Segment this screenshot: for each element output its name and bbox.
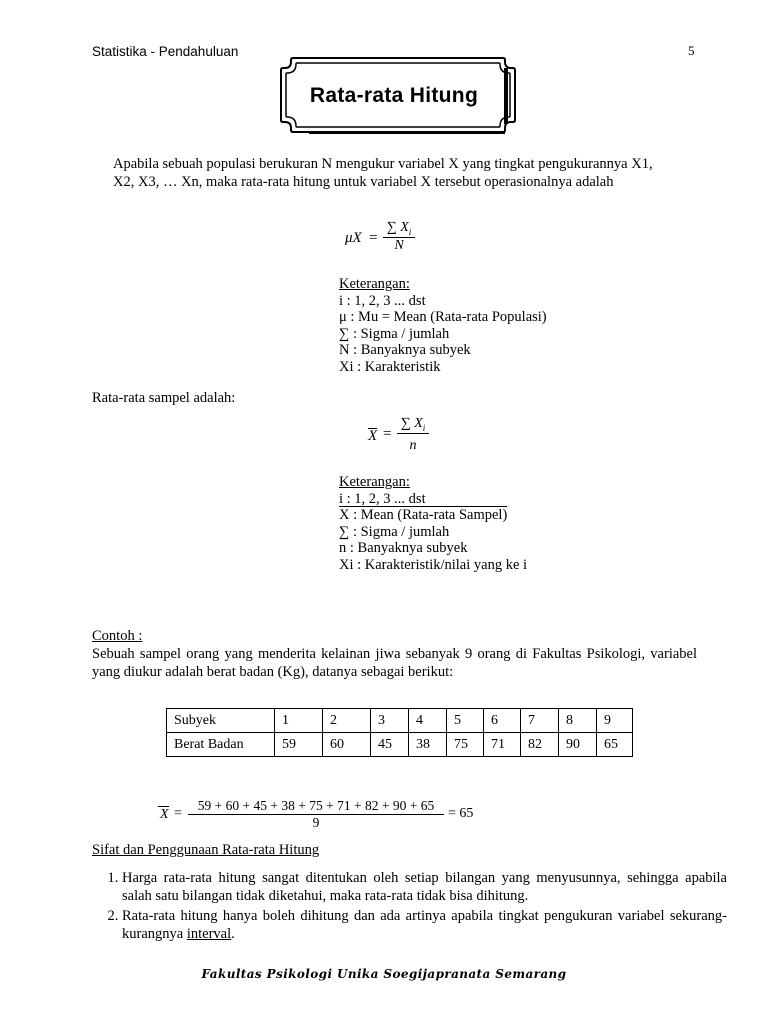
table-cell: 4 — [409, 709, 447, 733]
table-cell: 60 — [323, 733, 371, 757]
calc-denominator: 9 — [312, 815, 320, 830]
table-cell: 59 — [275, 733, 323, 757]
table-cell: 82 — [521, 733, 559, 757]
interval-term: interval — [186, 926, 232, 942]
keterangan-item: Xi : Karakteristik — [339, 358, 441, 375]
keterangan-heading: Keterangan: — [339, 276, 410, 292]
header-title: Statistika - Pendahuluan — [92, 44, 239, 59]
keterangan-item: N : Banyaknya subyek — [339, 342, 471, 359]
calc-numerator: 59 + 60 + 45 + 38 + 75 + 71 + 82 + 90 + 65 — [188, 798, 444, 815]
contoh-text: Sebuah sampel orang yang menderita kelainan jiwa sebanyak 9 orang di Fakultas Psikologi, variabel yang diukur adalah berat badan (Kg), datanya sebagai berikut: — [92, 646, 697, 680]
calc-result: = 65 — [448, 806, 474, 821]
keterangan-population — [339, 276, 547, 376]
data-table — [166, 708, 633, 757]
table-cell: 38 — [409, 733, 447, 757]
formula-sample-numerator: ∑ $X_i$ — [397, 416, 429, 434]
keterangan-heading: Keterangan: — [339, 474, 410, 490]
keterangan-sample — [339, 474, 527, 574]
keterangan-item-text: X : Mean (Rata-rata Sampel) — [339, 507, 508, 524]
table-cell: 2 — [323, 709, 371, 733]
contoh-heading: Contoh : — [92, 628, 143, 644]
sifat-heading: Sifat dan Penggunaan Rata-rata Hitung — [92, 842, 320, 858]
table-cell: 45 — [371, 733, 409, 757]
table-cell: 7 — [521, 709, 559, 733]
table-cell: Subyek — [167, 709, 275, 733]
formula-sample-eq: = — [383, 426, 392, 442]
calc-eq: = — [174, 806, 182, 821]
table-row — [167, 709, 633, 733]
formula-pop-eq: = — [369, 230, 378, 246]
keterangan-item: n : Banyaknya subyek — [339, 540, 468, 557]
sifat-list — [92, 869, 727, 945]
intro-line-2: X2, X3, … Xn, maka rata-rata hitung untuk variabel X tersebut operasionalnya adalah — [113, 174, 614, 190]
table-cell: 8 — [559, 709, 597, 733]
footer: Fakultas Psikologi Unika Soegijapranata Semarang — [201, 967, 567, 981]
formula-sample-fraction — [397, 416, 429, 454]
keterangan-item: i : 1, 2, 3 ... dst — [339, 292, 426, 309]
table-cell: 75 — [447, 733, 484, 757]
page-title: Rata-rata Hitung — [309, 84, 479, 107]
keterangan-item: ∑ : Sigma / jumlah — [339, 523, 450, 540]
calc-fraction — [188, 798, 444, 831]
keterangan-item: μ : Mu = Mean (Rata-rata Populasi) — [339, 309, 547, 326]
table-cell: 3 — [371, 709, 409, 733]
keterangan-item: i : 1, 2, 3 ... dst — [339, 490, 426, 507]
table-cell: 9 — [597, 709, 633, 733]
list-item: 2. Rata-rata hitung hanya boleh dihitung dan ada artinya apabila tingkat pengukuran variabel sekurang-kurangnya interval. — [122, 907, 727, 943]
table-row — [167, 733, 633, 757]
keterangan-item: Xi : Karakteristik/nilai yang ke i — [339, 556, 528, 573]
list-item: 1. Harga rata-rata hitung sangat ditentukan oleh setiap bilangan yang menyusunnya, sehingga apabila salah satu bilangan tidak diketahui, maka rata-rata tidak bisa dihitung. — [122, 869, 727, 905]
keterangan-item: ∑ : Sigma / jumlah — [339, 325, 450, 342]
page-number: 5 — [688, 43, 695, 58]
calc-lhs: X — [160, 807, 169, 822]
formula-sample-lhs: X — [368, 428, 378, 444]
formula-pop-denominator: N — [394, 237, 404, 253]
formula-pop-lhs: μX — [345, 230, 362, 246]
formula-pop-fraction — [383, 220, 415, 254]
table-cell: 71 — [484, 733, 521, 757]
table-cell: 90 — [559, 733, 597, 757]
intro-line-1: Apabila sebuah populasi berukuran N mengukur variabel X yang tingkat pengukurannya X1, — [113, 156, 653, 172]
formula-sample-denominator: n — [409, 437, 417, 453]
sample-intro: Rata-rata sampel adalah: — [92, 390, 236, 406]
table-cell: 5 — [447, 709, 484, 733]
table-cell: 1 — [275, 709, 323, 733]
table-cell: 65 — [597, 733, 633, 757]
table-cell: Berat Badan — [167, 733, 275, 757]
formula-pop-numerator: ∑ $X_i$ — [383, 220, 415, 238]
keterangan-item — [339, 507, 527, 524]
table-cell: 6 — [484, 709, 521, 733]
